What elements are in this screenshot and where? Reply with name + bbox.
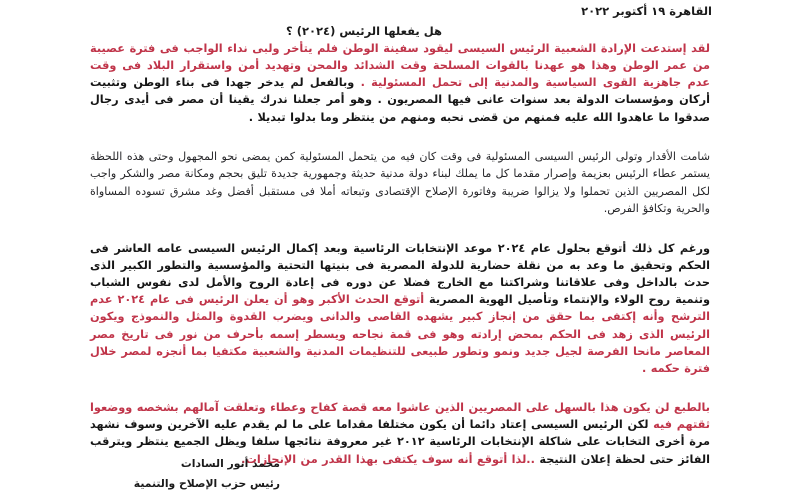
- spacer-2: [90, 218, 710, 240]
- paragraph-1-run-black: وبالفعل لم يدخر جهدا فى بناء الوطن وتثبيت أركان ومؤسسات الدولة بعد سنوات عانى فيها المصريون . وهو أمر جعلنا ندرك يقينا أن مصر فى أيدى رجال صدقوا ما عاهدوا الله عليه فمنهم من قضى نحبه ومنهم من ينتظر وما بدلوا تبديلا .: [90, 76, 710, 124]
- spacer-3: [90, 377, 710, 399]
- document-body: [90, 40, 710, 468]
- paragraph-3-run-red: أتوقع الحدث الأكبر وهو أن يعلن الرئيس فى عام ٢٠٢٤ عدم الترشح وأنه إكتفى بما حقق من إنجاز كبير يشهده القاصى والدانى ويضرب القدوة والمثل والنموذج ويكون الرئيس الذى زهد فى الحكم بمحض إرادته وهو فى قمة نجاحه ويسطر إسمه بأحرف من نور فى تاريخ مصر المعاصر مانحا الفرصة لجيل جديد ونمو وتطور طبيعى للتنظيمات المدنية والشعبية مكتفيا بما أنجزه لمصر خلال فترة حكمه .: [90, 293, 710, 375]
- paragraph-4-run-red-open: بالطبع لن يكون هذا بالسهل على المصريين الذين عاشوا معه قصة كفاح وعطاء وتعلقت آمالهم بشخصه ووضعوا ثقتهم فيه: [90, 401, 710, 432]
- signature-block: [134, 454, 280, 494]
- paragraph-3-run-black: ورغم كل ذلك أتوقع بحلول عام ٢٠٢٤ موعد الإنتخابات الرئاسية وبعد إكمال الرئيس السيسى عامه العاشر فى الحكم وتحقيق ما وعد به من نقلة حضارية للدولة المصرية فى بنيتها التحتية والمؤسسية والتطور الكبير الذى حدث بالداخل وفى علاقاتنا وشراكتنا مع الخارج فضلا عن دوره فى إعادة الروح والأمل لدى نفوس الشباب وتنمية روح الولاء والإنتماء وتأصيل الهوية المصرية: [90, 241, 711, 307]
- paragraph-2: [90, 148, 710, 218]
- signature-name: محمد أنور السادات: [180, 457, 280, 471]
- signature-role: رئيس حزب الإصلاح والتنمية: [133, 477, 280, 491]
- paragraph-4-run-red-close: ..لذا أتوقع أنه سوف يكتفى بهذا القدر من الإنجازات.: [241, 452, 535, 466]
- dateline: القاهرة ١٩ أكتوبر ٢٠٢٢: [581, 4, 712, 18]
- page-title: هل يفعلها الرئيس (٢٠٢٤) ؟: [286, 24, 442, 38]
- paragraph-3: [90, 240, 710, 377]
- paragraph-2-run: شامت الأقدار وتولى الرئيس السيسى المسئولية فى وقت كان فيه من يتحمل المسئولية كمن يمضى نحو المجهول وحتى هذه اللحظة يستمر عطاء الرئيس بعزيمة وإصرار مقدما كل ما يملك لبناء دولة مدنية حديثة وجمهورية جديدة تليق بحجم ومكانة مصر والشكر واجب لكل المصريين الذين تحملوا ولا يزالوا ضريبة وفاتورة الإصلاح الإقتصادى وتبعاته أملا فى مستقبل أفضل وغد مشرق تسوده المساواة والحرية وتكافؤ الفرص.: [90, 149, 710, 216]
- paragraph-1-run-red: لقد إستدعت الإرادة الشعبية الرئيس السيسى ليقود سفينة الوطن فلم يتأخر ولبى نداء الواجب فى فترة عصيبة من عمر الوطن وهذا هو عهدنا بالقوات المسلحة وقت الشدائد والمحن وتهديد أمن واستقرار البلاد فى وقت عدم جاهزية القوى السياسية والمدنية إلى تحمل المسئولية .: [90, 42, 710, 90]
- spacer-1: [90, 126, 710, 148]
- paragraph-4-run-black: لكن الرئيس السيسى إعتاد دائما أن يكون مختلفا مقداما على ما لم يقدم عليه الآخرين وسوف نشهد مرة أخرى التخابات على شاكلة الإنتخابات الرئاسية ٢٠١٢ غير معروفة نتائجها سلفا ويظل الجميع ينتظر ويترقب الفائز حتى لحظة إعلان النتيجة: [90, 418, 710, 466]
- paragraph-1: [90, 40, 710, 126]
